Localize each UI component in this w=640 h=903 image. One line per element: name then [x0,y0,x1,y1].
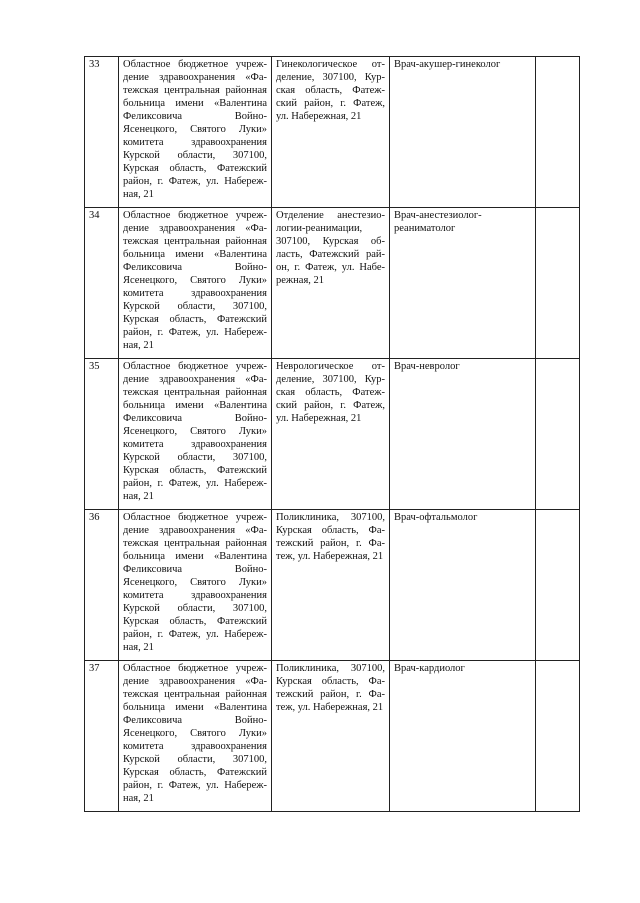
row-number: 36 [85,510,119,661]
department-address-cell: Поликлиника, 307100, Курская область, Фатежский район, г. Фатеж, ул. Набережная, 21 [272,661,390,812]
table-row [85,57,580,208]
registry-table [84,56,580,812]
table-row [85,510,580,661]
department-address-cell: Гинекологическое отделение, 307100, Курская область, Фатежский район, г. Фатеж, ул. Набережная, 21 [272,57,390,208]
empty-cell [536,510,580,661]
row-number: 33 [85,57,119,208]
organization-cell: Областное бюджетное учреждение здравоохранения «Фатежская центральная районная больница имени «Валентина Феликсовича Войно-Ясенецкого, Святого Луки» комитета здравоохранения Курской области, 307100, Курская область, Фатежский район, г. Фатеж, ул. Набережная, 21 [119,510,272,661]
empty-cell [536,661,580,812]
table-row [85,359,580,510]
specialty-cell: Врач-невролог [390,359,536,510]
organization-cell: Областное бюджетное учреждение здравоохранения «Фатежская центральная районная больница имени «Валентина Феликсовича Войно-Ясенецкого, Святого Луки» комитета здравоохранения Курской области, 307100, Курская область, Фатежский район, г. Фатеж, ул. Набережная, 21 [119,208,272,359]
table-row [85,208,580,359]
department-address-cell: Поликлиника, 307100, Курская область, Фатежский район, г. Фатеж, ул. Набережная, 21 [272,510,390,661]
specialty-cell: Врач-акушер-гинеколог [390,57,536,208]
row-number: 34 [85,208,119,359]
empty-cell [536,57,580,208]
specialty-cell: Врач-офтальмолог [390,510,536,661]
organization-cell: Областное бюджетное учреждение здравоохранения «Фатежская центральная районная больница имени «Валентина Феликсовича Войно-Ясенецкого, Святого Луки» комитета здравоохранения Курской области, 307100, Курская область, Фатежский район, г. Фатеж, ул. Набережная, 21 [119,661,272,812]
specialty-cell: Врач-анестезиолог-реаниматолог [390,208,536,359]
organization-cell: Областное бюджетное учреждение здравоохранения «Фатежская центральная районная больница имени «Валентина Феликсовича Войно-Ясенецкого, Святого Луки» комитета здравоохранения Курской области, 307100, Курская область, Фатежский район, г. Фатеж, ул. Набережная, 21 [119,359,272,510]
organization-cell: Областное бюджетное учреждение здравоохранения «Фатежская центральная районная больница имени «Валентина Феликсовича Войно-Ясенецкого, Святого Луки» комитета здравоохранения Курской области, 307100, Курская область, Фатежский район, г. Фатеж, ул. Набережная, 21 [119,57,272,208]
row-number: 37 [85,661,119,812]
table-row [85,661,580,812]
specialty-cell: Врач-кардиолог [390,661,536,812]
department-address-cell: Отделение анестезиологии-реанимации, 307100, Курская область, Фатежский район, г. Фатеж, ул. Набережная, 21 [272,208,390,359]
empty-cell [536,359,580,510]
department-address-cell: Неврологическое отделение, 307100, Курская область, Фатежский район, г. Фатеж, ул. Набережная, 21 [272,359,390,510]
empty-cell [536,208,580,359]
row-number: 35 [85,359,119,510]
